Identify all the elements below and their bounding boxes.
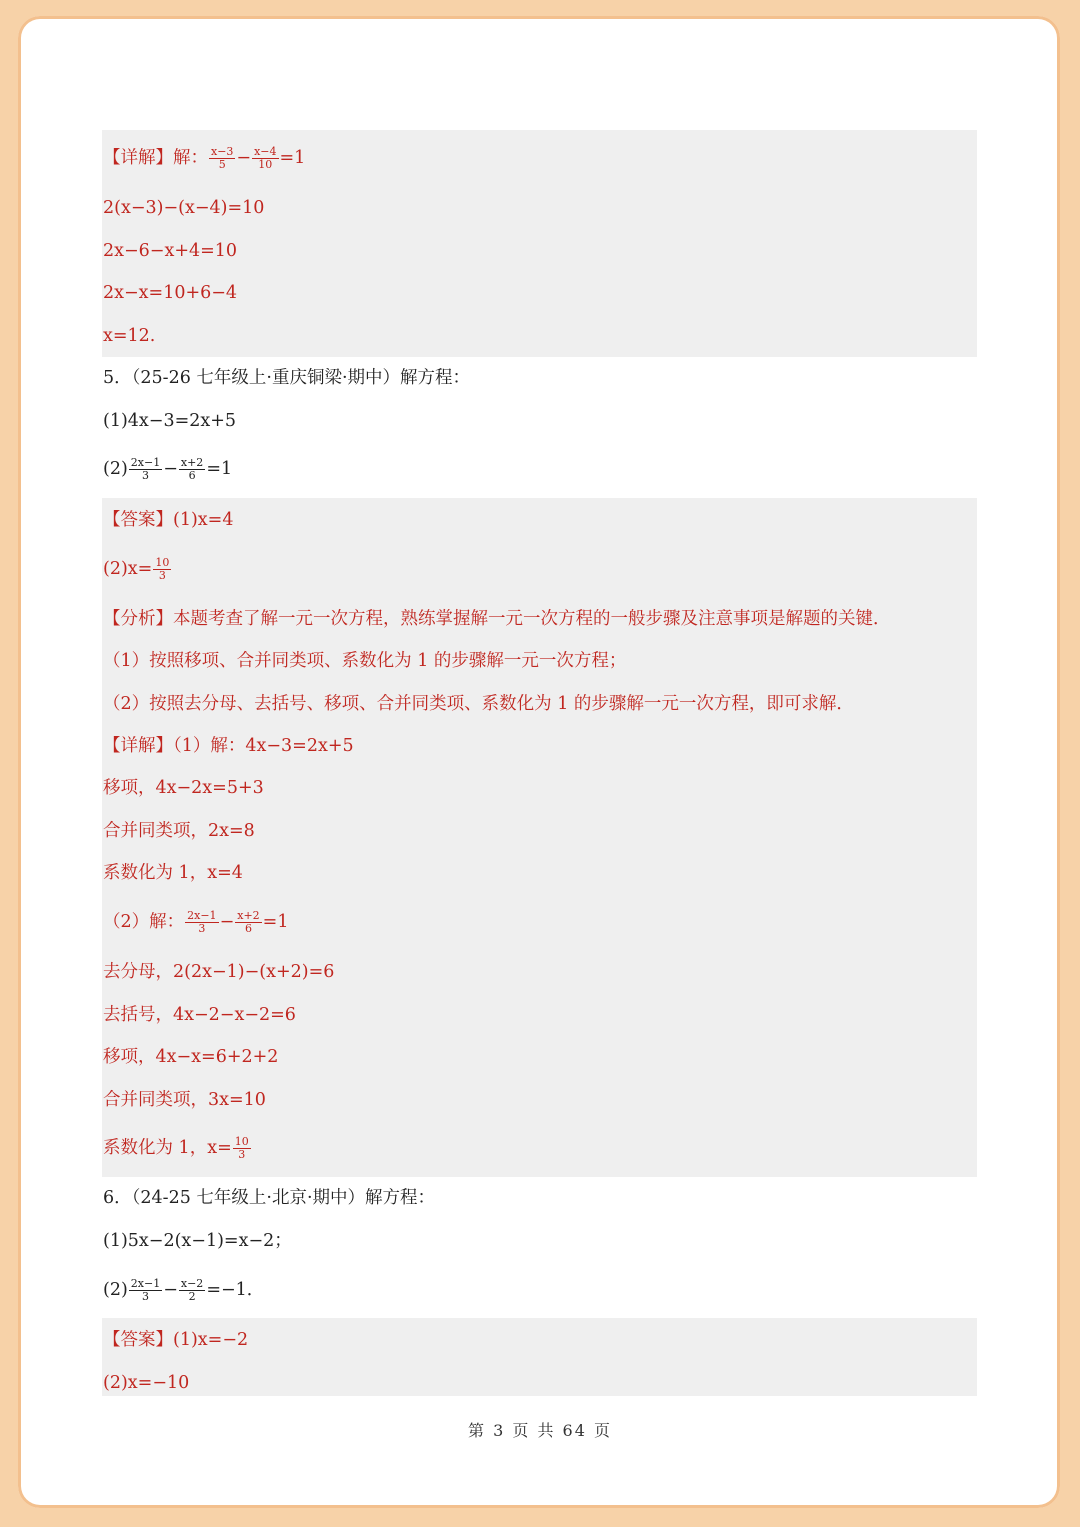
question-part: (2) $\frac{2x-1}{3}$ − $\frac{x-2}{2}$ =−1． [103,1277,265,1303]
fraction: $\frac{2x-1}{3}$ [130,456,161,482]
analysis-line: （2）按照去分母、去括号、移项、合并同类项、系数化为 1 的步骤解一元一次方程，即可求解． [103,694,854,714]
fraction: $\frac{2x-1}{3}$ [130,1277,161,1303]
solution-step: 合并同类项，2x=8 [103,821,255,841]
solution-step: 系数化为 1，x= $\frac{10}{3}$ [103,1135,249,1161]
page-footer: 第 3 页 共 64 页 [468,1421,612,1440]
fraction: $\frac{x+2}{6}$ [180,456,204,482]
solution-step: 合并同类项，3x=10 [103,1090,266,1110]
solution-step: 系数化为 1，x=4 [103,863,243,883]
detail-line: 【详解】（1）解：4x−3=2x+5 [103,736,354,756]
analysis-line: （1）按照移项、合并同类项、系数化为 1 的步骤解一元一次方程； [103,651,627,671]
detail-prefix: 【详解】解： [103,148,208,168]
fraction: $\frac{2x-1}{3}$ [187,909,217,935]
answer-line: (2)x= $\frac{10}{3}$ [103,556,170,582]
question-part: (1)4x−3=2x+5 [103,411,237,431]
answer-line: (2)x=−10 [103,1373,190,1393]
fraction: $\frac{x-4}{10}$ [254,145,277,171]
answer-line: 【答案】(1)x=−2 [103,1330,249,1350]
solution-step: x=12. [103,326,156,346]
fraction: $\frac{x-3}{5}$ [211,145,234,171]
solution-step: 去括号，4x−2−x−2=6 [103,1005,296,1025]
fraction: $\frac{10}{3}$ [155,556,170,582]
solution-step: 2x−6−x+4=10 [103,241,238,261]
question-header: 6．（24-25 七年级上·北京·期中）解方程： [103,1188,436,1208]
solution-step: 移项，4x−x=6+2+2 [103,1047,279,1067]
fraction: $\frac{x+2}{6}$ [237,909,260,935]
answer-line: 【答案】(1)x=4 [103,510,234,530]
detail-line: （2）解： $\frac{2x-1}{3}$ − $\frac{x+2}{6}$ =1 [103,909,289,935]
fraction: $\frac{x-2}{2}$ [180,1277,204,1303]
question-part: (1)5x−2(x−1)=x−2； [103,1231,292,1251]
fraction: $\frac{10}{3}$ [234,1135,249,1161]
solution-step: 移项，4x−2x=5+3 [103,778,264,798]
analysis-line: 【分析】本题考查了解一元一次方程，熟练掌握解一元一次方程的一般步骤及注意事项是解题的关键． [103,609,891,629]
detail-line: 【详解】解： $\frac{x-3}{5}$ − $\frac{x-4}{10}$ =1 [103,145,306,171]
solution-step: 2(x−3)−(x−4)=10 [103,198,265,218]
solution-step: 去分母，2(2x−1)−(x+2)=6 [103,962,335,982]
solution-step: 2x−x=10+6−4 [103,283,238,303]
question-header: 5．（25-26 七年级上·重庆铜梁·期中）解方程： [103,368,471,388]
question-part: (2) $\frac{2x-1}{3}$ − $\frac{x+2}{6}$ =1 [103,456,233,482]
